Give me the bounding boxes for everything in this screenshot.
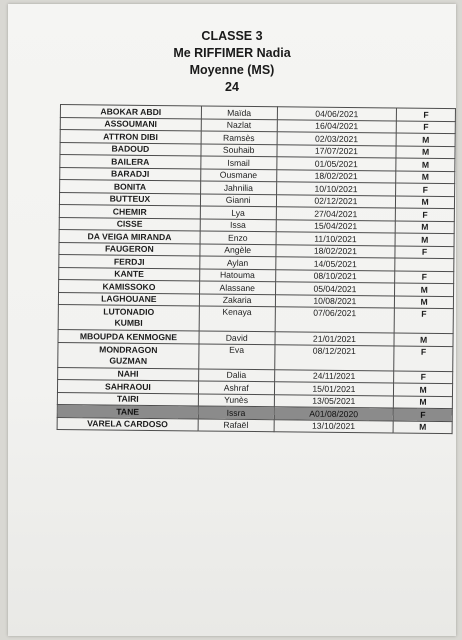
nom-text-line2: GUZMAN	[109, 355, 148, 366]
class-title: CLASSE 3	[201, 29, 263, 43]
cell-prenom: Ramsès	[201, 131, 277, 144]
cell-prenom: Nazlat	[201, 118, 277, 131]
nom-text: FAUGERON	[104, 243, 154, 255]
cell-prenom: Yunès	[198, 393, 274, 406]
nom-text: SAHRAOUI	[104, 381, 151, 392]
nom-text: LUTONADIO	[103, 306, 155, 317]
cell-prenom: Rafaël	[198, 418, 274, 431]
cell-prenom: Alassane	[199, 281, 275, 294]
cell-prenom: Hatouma	[199, 268, 275, 281]
nom-text: TANE	[116, 406, 140, 417]
teacher-name: Me RIFFIMER Nadia	[173, 46, 291, 60]
cell-date: 17/07/2021	[277, 144, 397, 158]
cell-date: 07/06/2021	[275, 307, 395, 333]
cell-prenom: Eva	[199, 343, 275, 369]
cell-sexe: F	[397, 108, 456, 121]
cell-date: 14/05/2021	[275, 257, 395, 271]
cell-sexe: M	[395, 283, 454, 296]
cell-sexe: F	[394, 308, 453, 334]
nom-text: LAGHOUANE	[101, 293, 157, 305]
student-roster-table	[57, 104, 456, 434]
class-level: Moyenne (MS)	[189, 63, 275, 77]
nom-text: BUTTEUX	[109, 193, 151, 205]
nom-text: BONITA	[113, 181, 147, 192]
cell-prenom: Aylan	[200, 256, 276, 269]
cell-sexe: F	[393, 408, 452, 421]
cell-sexe: F	[395, 246, 454, 259]
cell-prenom: Maïda	[201, 106, 277, 119]
cell-sexe: M	[396, 196, 455, 209]
cell-prenom: Issra	[198, 406, 274, 419]
cell-sexe: F	[395, 271, 454, 284]
cell-date: 05/04/2021	[275, 282, 395, 296]
cell-sexe	[395, 258, 454, 271]
cell-sexe: F	[394, 346, 453, 372]
cell-nom	[58, 342, 199, 368]
cell-date: 10/10/2021	[276, 182, 396, 196]
nom-text: BADOUD	[111, 143, 150, 155]
cell-prenom: Ashraf	[198, 381, 274, 394]
cell-prenom: Ousmane	[200, 168, 276, 181]
cell-sexe: M	[396, 158, 455, 171]
cell-prenom: Kenaya	[199, 306, 275, 332]
nom-text: TAIRI	[116, 393, 139, 405]
cell-sexe: F	[394, 371, 453, 384]
cell-date: 13/05/2021	[274, 394, 394, 408]
cell-prenom: Issa	[200, 218, 276, 231]
nom-text: BAILERA	[111, 156, 150, 167]
cell-prenom: Lya	[200, 206, 276, 219]
cell-prenom: Angèle	[200, 243, 276, 256]
nom-text: BARADJI	[111, 168, 150, 180]
cell-date: 15/01/2021	[274, 382, 394, 396]
document-header	[8, 28, 456, 96]
cell-date: 16/04/2021	[277, 119, 397, 133]
nom-text: NAHI	[117, 368, 139, 380]
cell-nom	[58, 304, 199, 330]
nom-text: ABOKAR ABDI	[100, 106, 162, 117]
cell-date: 02/12/2021	[276, 194, 396, 208]
nom-text-line2: KUMBI	[114, 317, 143, 328]
cell-prenom: Jahnilia	[200, 181, 276, 194]
cell-prenom: Gianni	[200, 193, 276, 206]
cell-sexe: M	[393, 421, 452, 434]
cell-date: 02/03/2021	[277, 132, 397, 146]
student-count: 24	[225, 80, 239, 94]
cell-sexe: M	[395, 221, 454, 234]
cell-date: A01/08/2020	[274, 407, 394, 421]
cell-sexe: M	[394, 383, 453, 396]
nom-text: ATTRON DIBI	[103, 131, 158, 142]
nom-text: FERDJI	[113, 256, 145, 267]
cell-date: 18/02/2021	[276, 169, 396, 183]
nom-text: KAMISSOKO	[102, 281, 156, 292]
cell-date: 11/10/2021	[276, 232, 396, 246]
cell-sexe: M	[396, 171, 455, 184]
nom-text: DA VEIGA MIRANDA	[87, 231, 172, 242]
cell-sexe: M	[395, 233, 454, 246]
cell-date: 13/10/2021	[274, 419, 394, 433]
cell-prenom: David	[199, 331, 275, 344]
cell-sexe: M	[396, 146, 455, 159]
nom-text: ASSOUMANI	[104, 118, 158, 130]
cell-sexe: F	[396, 121, 455, 134]
cell-sexe: M	[396, 133, 455, 146]
cell-date: 24/11/2021	[274, 369, 394, 383]
cell-date: 27/04/2021	[276, 207, 396, 221]
nom-text: KANTE	[114, 268, 144, 280]
cell-prenom: Souhaib	[201, 143, 277, 156]
cell-sexe: F	[396, 183, 455, 196]
nom-text: MBOUPDA KENMOGNE	[79, 330, 178, 342]
cell-nom	[57, 417, 198, 431]
nom-text: CISSE	[116, 218, 143, 230]
cell-date: 08/10/2021	[275, 269, 395, 283]
cell-date: 18/02/2021	[276, 244, 396, 258]
cell-date: 04/06/2021	[277, 107, 397, 121]
cell-date: 21/01/2021	[275, 332, 395, 346]
cell-sexe: F	[396, 208, 455, 221]
cell-sexe: M	[394, 333, 453, 346]
nom-text: VARELA CARDOSO	[87, 418, 168, 430]
cell-prenom: Enzo	[200, 231, 276, 244]
cell-date: 01/05/2021	[276, 157, 396, 171]
cell-date: 10/08/2021	[275, 294, 395, 308]
cell-date: 15/04/2021	[276, 219, 396, 233]
cell-prenom: Dalia	[198, 368, 274, 381]
cell-date: 08/12/2021	[274, 344, 394, 370]
cell-prenom: Zakaria	[199, 293, 275, 306]
cell-sexe: M	[394, 396, 453, 409]
cell-sexe: M	[395, 296, 454, 309]
document-page	[8, 4, 456, 636]
cell-prenom: Ismail	[201, 156, 277, 169]
nom-text: CHEMIR	[112, 206, 147, 217]
nom-text: MONDRAGON	[99, 343, 158, 355]
